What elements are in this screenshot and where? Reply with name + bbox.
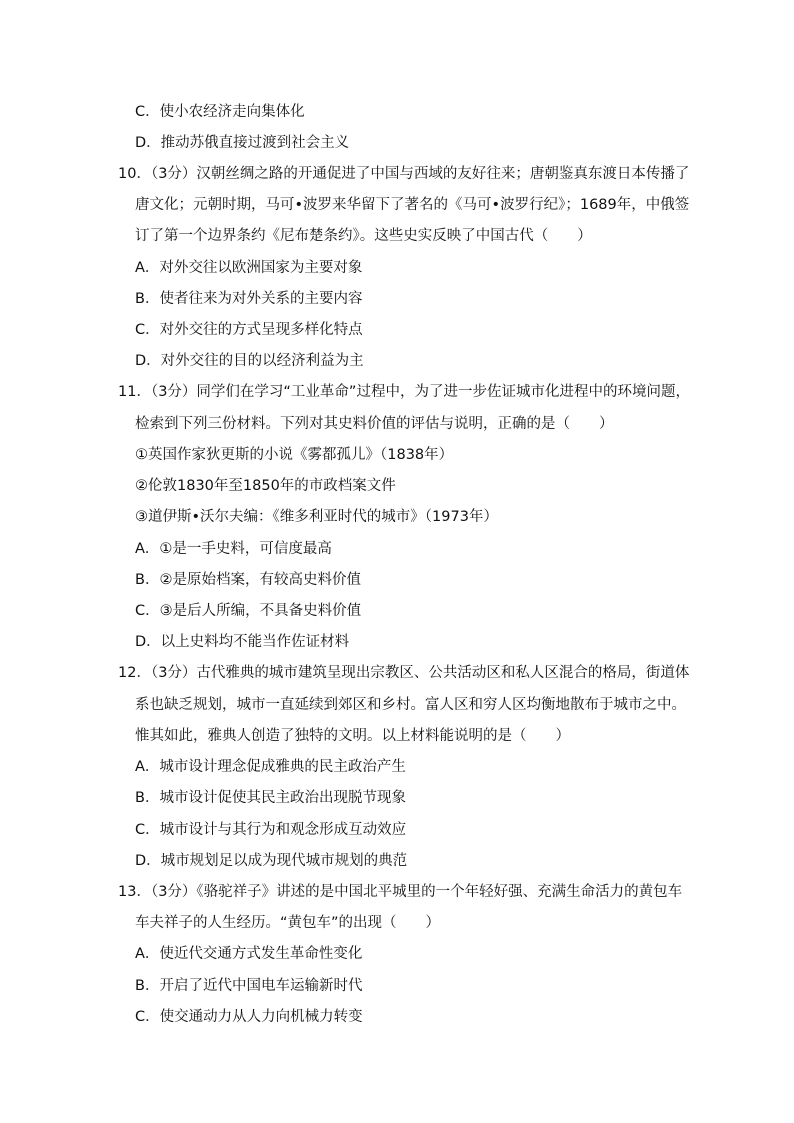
option-d-q12: D．城市规划足以成为现代城市规划的典范 bbox=[135, 853, 408, 869]
question-11-line-1: 11．（3分）同学们在学习“工业革命”过程中，为了进一步佐证城市化进程中的环境问题， bbox=[118, 384, 690, 400]
option-c-q12: C．城市设计与其行为和观念形成互动效应 bbox=[135, 822, 407, 838]
question-10-line-2: 唐文化；元朝时期，马可•波罗来华留下了著名的《马可•波罗行纪》；1689年，中俄签 bbox=[135, 197, 690, 213]
question-10-line-3: 订了第一个边界条约《尼布楚条约》。这些史实反映了中国古代（ ） bbox=[135, 228, 592, 244]
question-11-line-2: 检索到下列三份材料。下列对其史料价值的评估与说明，正确的是（ ） bbox=[135, 416, 614, 432]
option-b-q11: B．②是原始档案，有较高史料价值 bbox=[135, 572, 361, 588]
question-12-line-2: 系也缺乏规划，城市一直延续到郊区和乡村。富人区和穷人区均衡地散布于城市之中。 bbox=[135, 697, 686, 713]
question-13-line-2: 车夫祥子的人生经历。“黄包车”的出现（ ） bbox=[135, 915, 441, 931]
option-d-q11: D．以上史料均不能当作佐证材料 bbox=[135, 634, 350, 650]
option-c-q13: C．使交通动力从人力向机械力转变 bbox=[135, 1009, 363, 1025]
option-c-q11: C．③是后人所编，不具备史料价值 bbox=[135, 603, 362, 619]
material-2: ②伦敦1830年至1850年的市政档案文件 bbox=[135, 478, 396, 494]
option-a-q12: A．城市设计理念促成雅典的民主政治产生 bbox=[135, 759, 406, 775]
option-b-q10: B．使者往来为对外关系的主要内容 bbox=[135, 291, 363, 307]
material-3: ③道伊斯•沃尔夫编：《维多利亚时代的城市》（1973年） bbox=[135, 509, 498, 525]
question-10-line-1: 10．（3分）汉朝丝绸之路的开通促进了中国与西域的友好往来；唐朝鉴真东渡日本传播了 bbox=[118, 166, 690, 182]
option-b-q12: B．城市设计促使其民主政治出现脱节现象 bbox=[135, 790, 406, 806]
option-c-q9: C．使小农经济走向集体化 bbox=[135, 104, 305, 120]
question-12-line-3: 惟其如此，雅典人创造了独特的文明。以上材料能说明的是（ ） bbox=[135, 728, 570, 744]
question-12-line-1: 12．（3分）古代雅典的城市建筑呈现出宗教区、公共活动区和私人区混合的格局，街道体 bbox=[118, 665, 690, 681]
option-b-q13: B．开启了近代中国电车运输新时代 bbox=[135, 978, 363, 994]
option-d-q9: D．推动苏俄直接过渡到社会主义 bbox=[135, 135, 350, 151]
material-1: ①英国作家狄更斯的小说《雾都孤儿》（1838年） bbox=[135, 447, 454, 463]
question-13-line-1: 13．（3分）《骆驼祥子》讲述的是中国北平城里的一个年轻好强、充满生命活力的黄包车 bbox=[118, 884, 683, 900]
option-a-q10: A．对外交往以欧洲国家为主要对象 bbox=[135, 260, 363, 276]
option-c-q10: C．对外交往的方式呈现多样化特点 bbox=[135, 322, 363, 338]
option-d-q10: D．对外交往的目的以经济利益为主 bbox=[135, 353, 364, 369]
option-a-q13: A．使近代交通方式发生革命性变化 bbox=[135, 946, 363, 962]
option-a-q11: A．①是一手史料，可信度最高 bbox=[135, 541, 332, 557]
